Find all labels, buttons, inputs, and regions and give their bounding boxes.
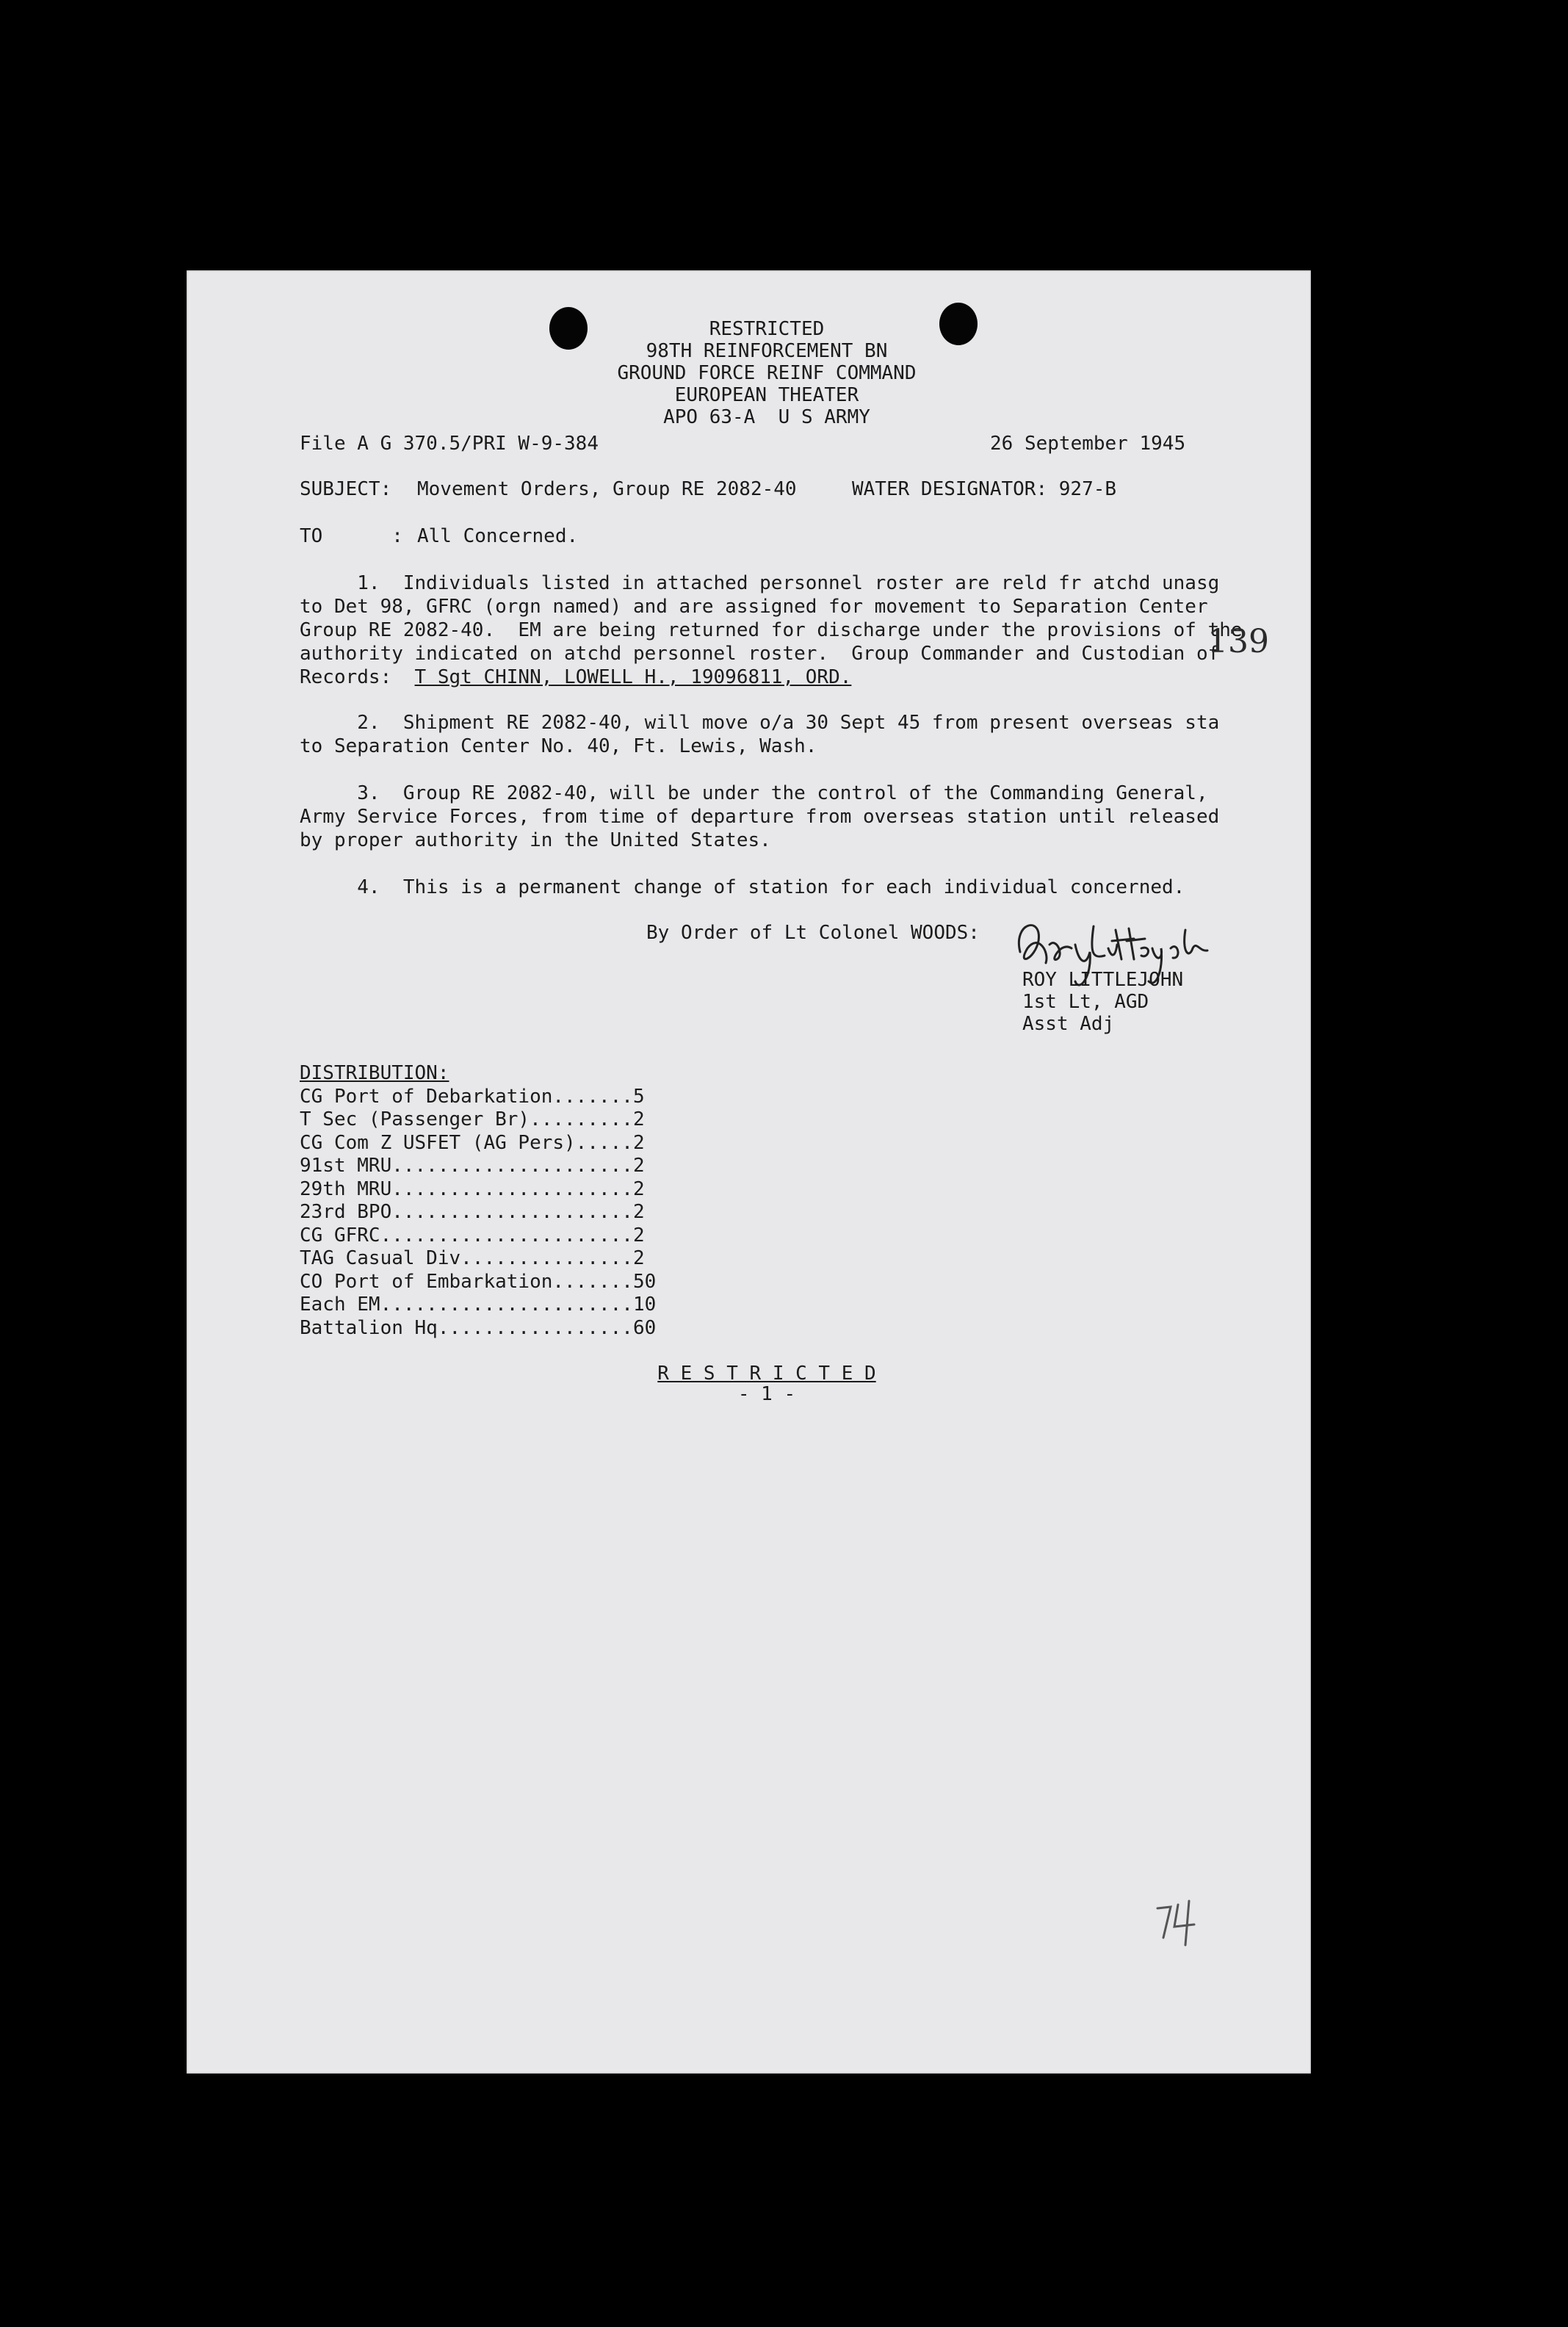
header-classification: RESTRICTED — [709, 318, 825, 340]
pencil-mark — [1149, 1894, 1207, 1952]
distribution-row: T Sec (Passenger Br).........2 — [300, 1108, 645, 1130]
distribution-row: CG GFRC......................2 — [300, 1224, 645, 1247]
paragraph-line: authority indicated on atchd personnel roster. Group Commander and Custodian of — [300, 643, 1220, 665]
subject-text: Movement Orders, Group RE 2082-40 — [417, 478, 797, 500]
paragraph-line: to Separation Center No. 40, Ft. Lewis, Wash. — [300, 735, 817, 757]
to-label: TO : — [300, 525, 403, 547]
distribution-row: 23rd BPO.....................2 — [300, 1201, 645, 1223]
page-number: - 1 - — [737, 1383, 796, 1405]
paragraph-line: 4. This is a permanent change of station for each individual concerned. — [300, 876, 1185, 898]
file-reference: File A G 370.5/PRI W-9-384 — [300, 433, 599, 455]
header-apo: APO 63-A U S ARMY — [663, 406, 870, 428]
paragraph-1 — [300, 571, 1298, 689]
paragraph-line: Army Service Forces, from time of departure from overseas station until released — [300, 806, 1220, 828]
signer-name: ROY LITTLEJOHN — [1022, 969, 1184, 991]
signer-rank: 1st Lt, AGD — [1022, 991, 1149, 1013]
distribution-row: 91st MRU.....................2 — [300, 1155, 645, 1177]
stamp-number: 139 — [1207, 623, 1269, 660]
signer-title: Asst Adj — [1022, 1013, 1115, 1035]
distribution-row: Each EM......................10 — [300, 1294, 657, 1316]
paragraph-line: by proper authority in the United States. — [300, 829, 771, 851]
distribution-row: CO Port of Embarkation.......50 — [300, 1270, 657, 1293]
paragraph-line: 2. Shipment RE 2082-40, will move o/a 30 Sept 45 from present overseas sta — [300, 712, 1220, 734]
distribution-row: TAG Casual Div...............2 — [300, 1247, 645, 1269]
paragraph-4 — [300, 876, 1298, 899]
distribution-row: Battalion Hq.................60 — [300, 1316, 657, 1339]
by-order-line: By Order of Lt Colonel WOODS: — [646, 922, 980, 944]
document-date: 26 September 1945 — [990, 433, 1186, 455]
header-unit: 98TH REINFORCEMENT BN — [646, 340, 888, 362]
document-page — [187, 270, 1311, 2074]
custodian-name: T Sgt CHINN, LOWELL H., 19096811, ORD. — [414, 666, 852, 688]
paragraph-line: 3. Group RE 2082-40, will be under the control of the Commanding General, — [300, 782, 1208, 804]
paragraph-line: 1. Individuals listed in attached personnel roster are reld fr atchd unasg — [300, 572, 1220, 594]
header-theater: EUROPEAN THEATER — [674, 384, 859, 406]
distribution-row: CG Com Z USFET (AG Pers).....2 — [300, 1131, 645, 1154]
distribution-row: CG Port of Debarkation.......5 — [300, 1085, 645, 1108]
paragraph-line: Group RE 2082-40. EM are being returned for discharge under the provisions of the — [300, 619, 1243, 641]
paragraph-2 — [300, 711, 1298, 758]
paragraph-3 — [300, 782, 1298, 852]
paragraph-line: to Det 98, GFRC (orgn named) and are assigned for movement to Separation Center — [300, 596, 1208, 618]
records-label: Records: — [300, 666, 392, 688]
water-designator: WATER DESIGNATOR: 927-B — [852, 478, 1117, 500]
distribution-heading: DISTRIBUTION: — [300, 1062, 449, 1084]
paragraph-line — [300, 665, 1298, 689]
to-text: All Concerned. — [417, 525, 579, 547]
footer-classification: R E S T R I C T E D — [657, 1363, 876, 1385]
distribution-row: 29th MRU.....................2 — [300, 1177, 645, 1200]
subject-label: SUBJECT: — [300, 478, 392, 500]
distribution-list — [300, 1062, 656, 1340]
header-command: GROUND FORCE REINF COMMAND — [617, 362, 917, 384]
